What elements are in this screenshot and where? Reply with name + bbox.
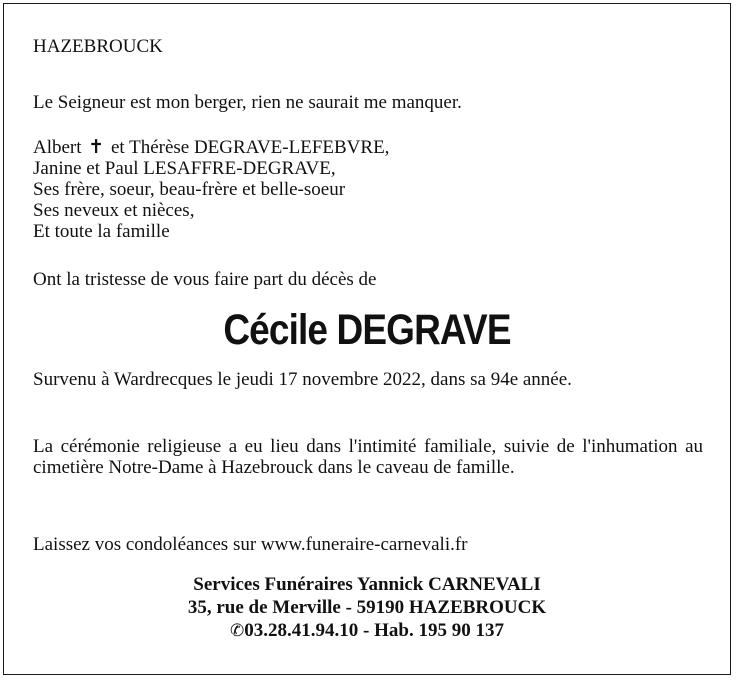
obituary-notice — [3, 3, 731, 675]
ceremony-info: La cérémonie religieuse a eu lieu dans l'intimité familiale, suivie de l'inhumation au cimetière Notre-Dame à Hazebrouck dans le caveau de famille. — [33, 436, 703, 478]
town-heading: HAZEBROUCK — [33, 36, 163, 57]
verse: Le Seigneur est mon berger, rien ne saurait me manquer. — [33, 92, 462, 113]
latin-cross-icon: ✝ — [88, 136, 105, 158]
family-line-3: Ses frère, soeur, beau-frère et belle-soeur — [33, 179, 346, 200]
phone-icon: ✆ — [230, 621, 245, 641]
death-info: Survenu à Wardrecques le jeudi 17 novembre 2022, dans sa 94e année. — [33, 369, 572, 390]
family-name-albert: Albert — [33, 137, 82, 158]
deceased-name: Cécile DEGRAVE — [223, 306, 511, 354]
funeral-home-address: 35, rue de Merville - 59190 HAZEBROUCK — [187, 597, 547, 618]
family-line-4: Ses neveux et nièces, — [33, 200, 195, 221]
family-name-therese: et Thérèse DEGRAVE-LEFEBVRE, — [110, 137, 390, 158]
family-line-5: Et toute la famille — [33, 221, 170, 242]
phone-number: 03.28.41.94.10 - Hab. 195 90 137 — [244, 620, 504, 641]
announcement: Ont la tristesse de vous faire part du décès de — [33, 269, 377, 290]
family-line-1 — [33, 137, 389, 158]
funeral-home-name: Services Funéraires Yannick CARNEVALI — [193, 574, 541, 595]
family-line-2: Janine et Paul LESAFFRE-DEGRAVE, — [33, 158, 336, 179]
funeral-home-phone — [4, 619, 730, 643]
condolences-text: Laissez vos condoléances sur www.funeraire-carnevali.fr — [33, 534, 468, 555]
